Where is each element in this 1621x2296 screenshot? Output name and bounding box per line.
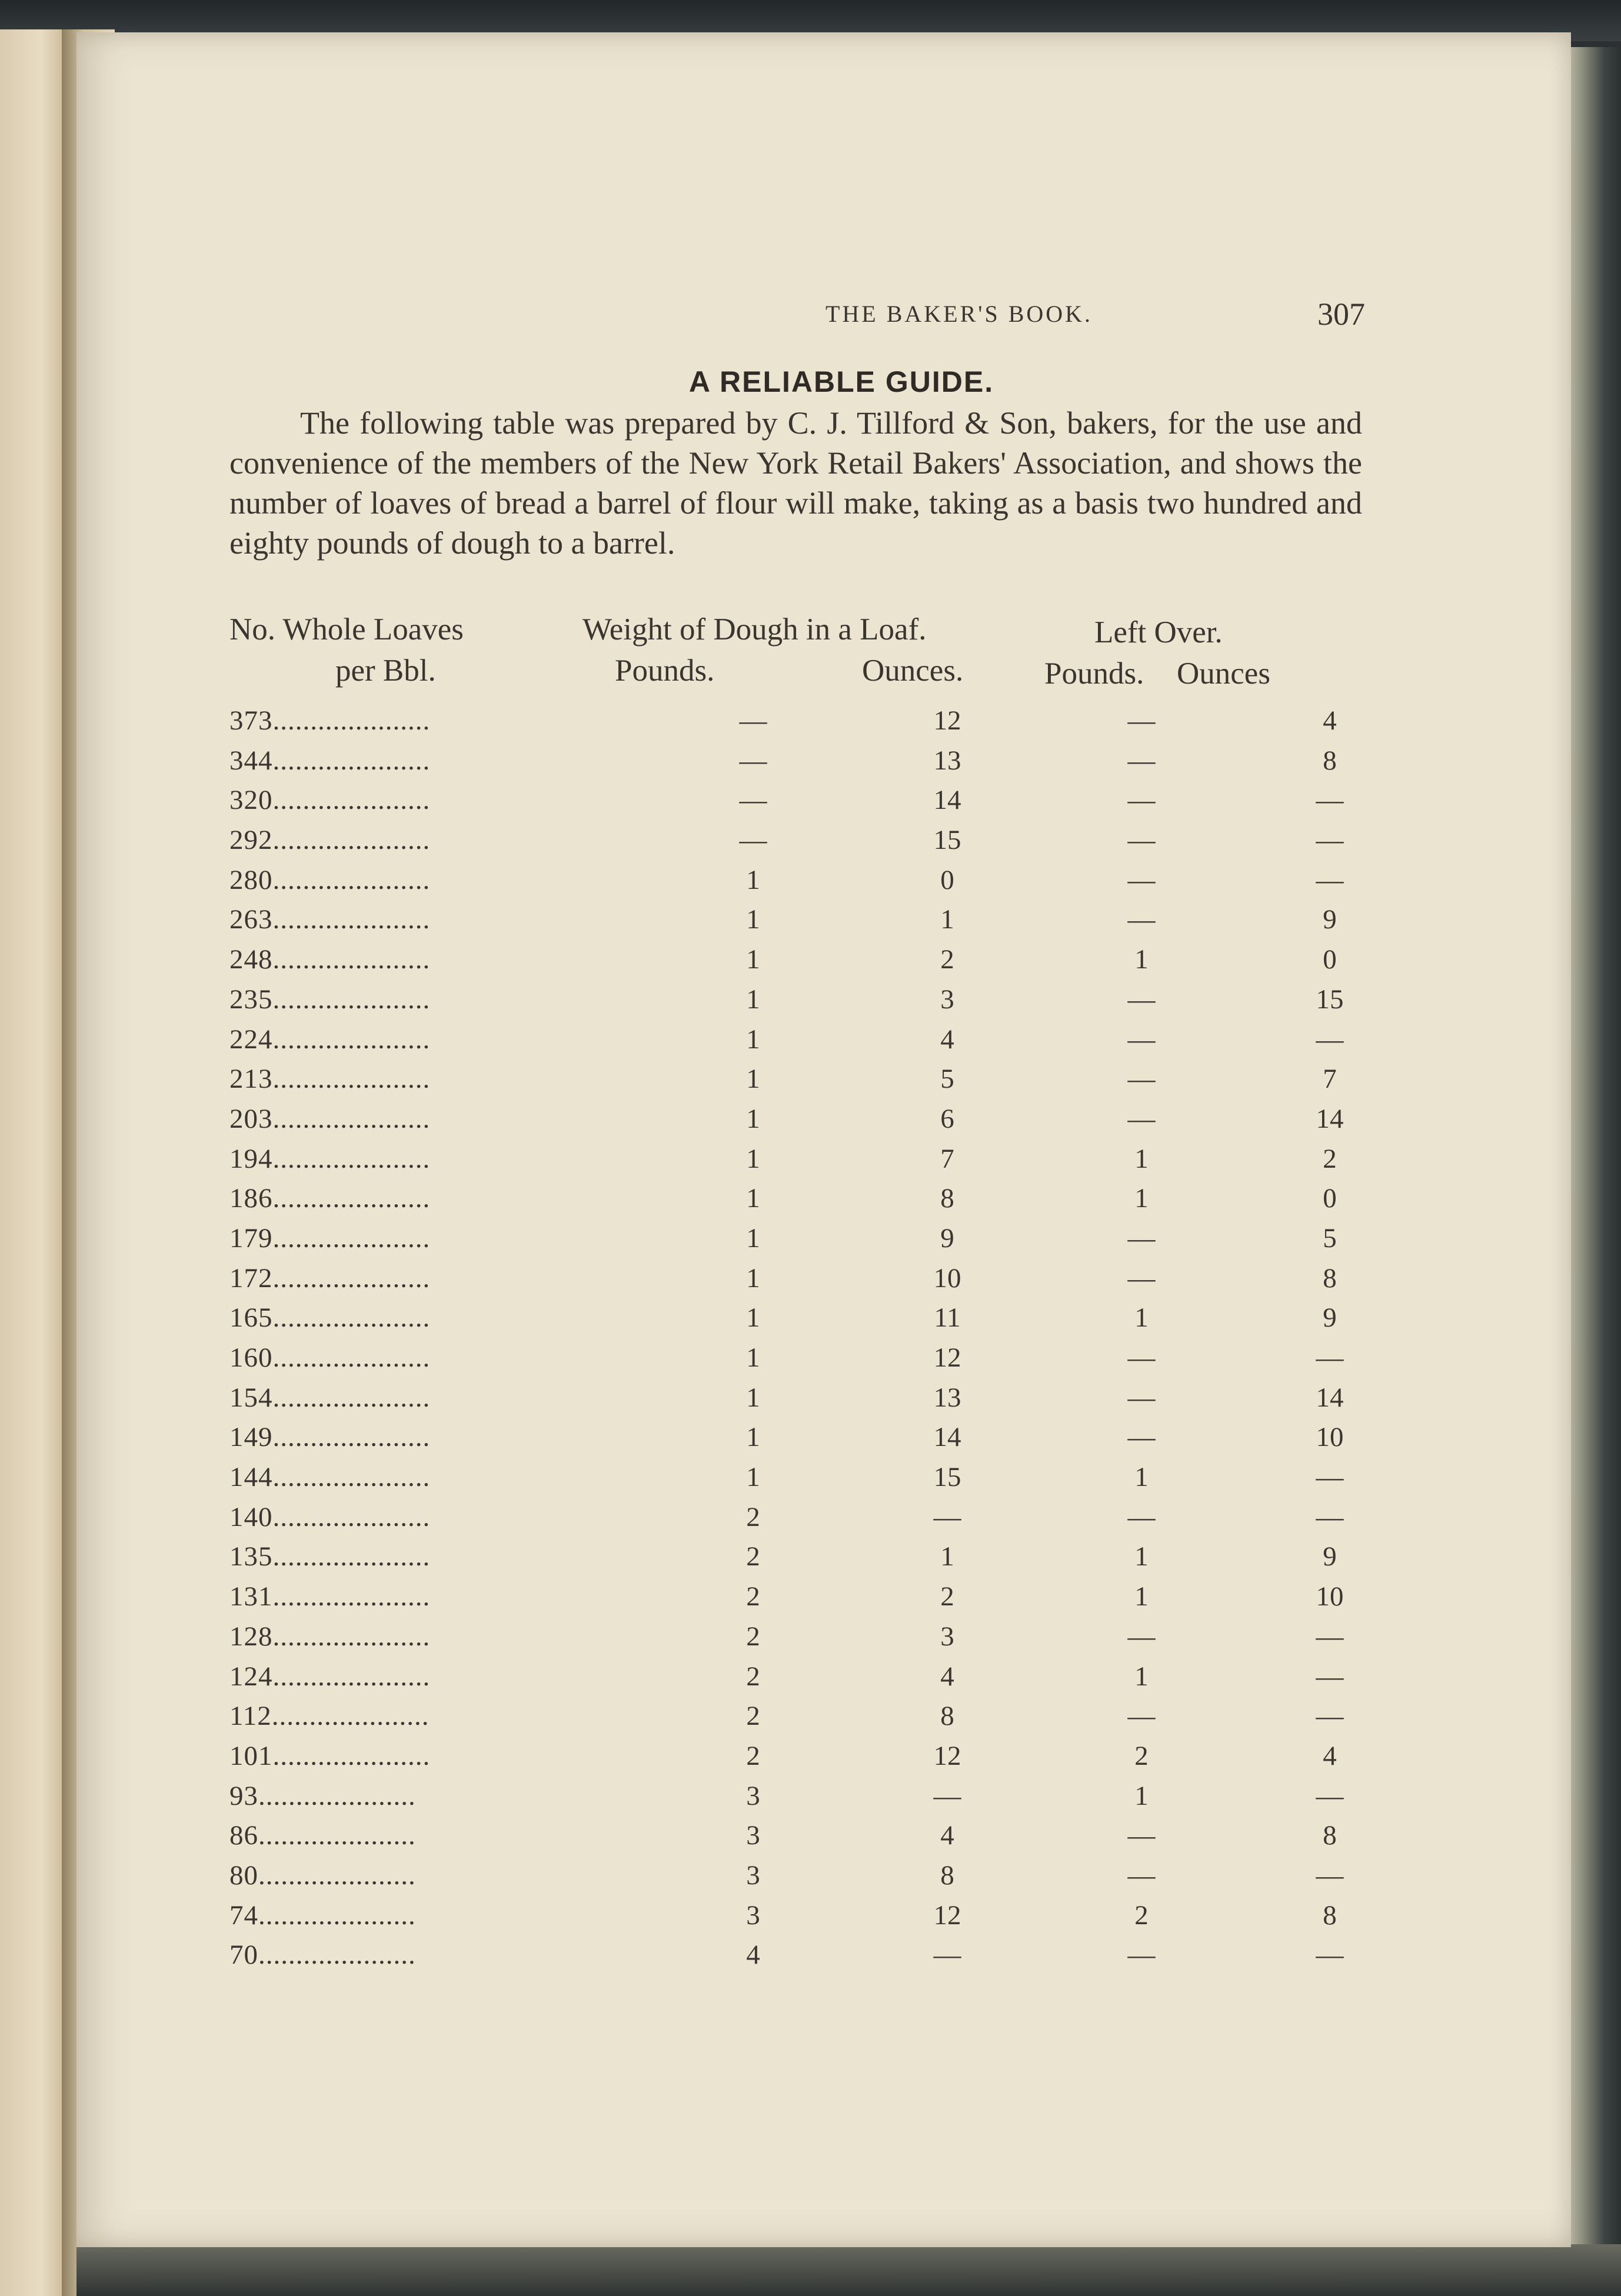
left-pounds-cell: 1 [1134, 1581, 1149, 1612]
dot-leader: ..................... [272, 1621, 431, 1652]
header-loaves-line2: per Bbl. [335, 654, 436, 688]
loaves-cell [229, 944, 677, 975]
loaves-cell [229, 1900, 677, 1931]
loaves-value: 292 [229, 825, 273, 856]
loaves-value: 74 [229, 1900, 258, 1931]
table-row [229, 984, 1383, 1024]
dot-leader: ..................... [272, 1103, 431, 1134]
weight-pounds-cell: 1 [746, 1422, 760, 1453]
weight-pounds-cell: 2 [746, 1661, 760, 1692]
left-pounds-cell: 2 [1134, 1900, 1149, 1931]
loaves-cell [229, 824, 677, 856]
left-pounds-cell: — [1127, 1701, 1156, 1732]
left-pounds-cell: — [1127, 864, 1156, 895]
left-ounces-cell: — [1316, 1940, 1344, 1971]
weight-ounces-cell: 3 [940, 984, 954, 1015]
loaves-value: 144 [229, 1462, 273, 1493]
left-ounces-cell: — [1316, 1501, 1344, 1532]
table-row [229, 1900, 1383, 1940]
table-row [229, 745, 1383, 785]
weight-pounds-cell: 3 [746, 1780, 760, 1811]
dot-leader: ..................... [272, 1183, 431, 1214]
left-pounds-cell: — [1127, 1382, 1156, 1413]
loaves-value: 124 [229, 1661, 273, 1692]
weight-ounces-cell: 2 [940, 1581, 954, 1612]
dot-leader: ..................... [272, 1740, 431, 1771]
weight-ounces-cell: 8 [940, 1860, 954, 1891]
left-ounces-cell: — [1316, 1661, 1344, 1692]
weight-pounds-cell: 2 [746, 1581, 760, 1612]
dot-leader: ..................... [272, 1302, 431, 1334]
table-row [229, 864, 1383, 904]
left-ounces-cell: 8 [1323, 1820, 1337, 1851]
dot-leader: ..................... [272, 1222, 431, 1254]
table-row [229, 1182, 1383, 1222]
table-row [229, 1382, 1383, 1422]
weight-pounds-cell: 1 [746, 984, 760, 1015]
left-pounds-cell: — [1127, 1820, 1156, 1851]
left-ounces-cell: 4 [1323, 705, 1337, 736]
loaves-value: 154 [229, 1382, 273, 1413]
loaves-value: 172 [229, 1262, 273, 1294]
weight-pounds-cell: 1 [746, 864, 760, 895]
loaves-value: 86 [229, 1820, 258, 1851]
left-ounces-cell: 9 [1323, 1302, 1337, 1334]
dot-leader: ..................... [272, 1064, 431, 1095]
table-row [229, 1581, 1383, 1621]
weight-ounces-cell: 3 [940, 1621, 954, 1652]
weight-pounds-cell: 1 [746, 1143, 760, 1174]
left-pounds-cell: — [1127, 904, 1156, 935]
intro-paragraph: The following table was prepared by C. J. Tillford & Son, bakers, for the use and convenience of the members of the New York Retail Bakers' Association, and shows the number of loaves of bread a barrel of flour will make, taking as a basis two hundred and eighty pounds of dough to a barrel. [229, 405, 1362, 561]
loaves-value: 235 [229, 984, 273, 1015]
dot-leader: ..................... [272, 705, 431, 736]
weight-ounces-cell: 7 [940, 1143, 954, 1174]
loaves-cell [229, 1501, 677, 1533]
loaves-cell [229, 1024, 677, 1055]
loaves-cell [229, 904, 677, 935]
weight-ounces-cell: 2 [940, 944, 954, 975]
weight-ounces-cell: 8 [940, 1183, 954, 1214]
loaves-value: 344 [229, 745, 273, 776]
weight-ounces-cell: 12 [933, 1740, 961, 1771]
left-ounces-cell: 0 [1323, 1183, 1337, 1214]
weight-pounds-cell: 4 [746, 1940, 760, 1971]
loaves-value: 128 [229, 1621, 273, 1652]
loaves-cell [229, 864, 677, 896]
weight-ounces-cell: 15 [933, 825, 961, 856]
weight-ounces-cell: 12 [933, 1342, 961, 1373]
left-ounces-cell: 8 [1323, 1262, 1337, 1294]
weight-pounds-cell: 1 [746, 1183, 760, 1214]
left-pounds-cell: — [1127, 825, 1156, 856]
weight-ounces-cell: 8 [940, 1701, 954, 1732]
left-pounds-cell: 1 [1134, 1302, 1149, 1334]
left-ounces-cell: — [1316, 785, 1344, 816]
left-ounces-cell: — [1316, 1860, 1344, 1891]
loaves-value: 186 [229, 1183, 273, 1214]
weight-pounds-cell: 1 [746, 1342, 760, 1373]
left-pounds-cell: — [1127, 1422, 1156, 1453]
weight-pounds-cell: 3 [746, 1820, 760, 1851]
left-ounces-cell: 10 [1316, 1581, 1344, 1612]
weight-pounds-cell: — [739, 745, 767, 776]
table-row [229, 1501, 1383, 1541]
left-pounds-cell: — [1127, 1940, 1156, 1971]
table-row [229, 824, 1383, 864]
loaves-cell [229, 1860, 677, 1891]
left-ounces-cell: 14 [1316, 1103, 1344, 1134]
loaves-value: 93 [229, 1780, 258, 1811]
left-pounds-cell: — [1127, 745, 1156, 776]
loaves-cell [229, 1820, 677, 1851]
table-row [229, 1541, 1383, 1581]
loaves-value: 112 [229, 1701, 272, 1732]
table-row [229, 1103, 1383, 1143]
loaves-value: 160 [229, 1342, 273, 1373]
running-head: THE BAKER'S BOOK. [825, 301, 1093, 327]
loaves-value: 213 [229, 1064, 273, 1095]
dot-leader: ..................... [272, 1422, 431, 1453]
table-row [229, 1342, 1383, 1382]
loaves-cell [229, 1342, 677, 1374]
left-pounds-cell: — [1127, 1262, 1156, 1294]
weight-ounces-cell: 11 [934, 1302, 961, 1334]
table-row [229, 1143, 1383, 1183]
left-pounds-cell: — [1127, 1024, 1156, 1055]
left-pounds-cell: 1 [1134, 944, 1149, 975]
weight-pounds-cell: — [739, 705, 767, 736]
loaves-cell [229, 1939, 677, 1971]
loaves-cell [229, 1461, 677, 1493]
weight-ounces-cell: 9 [940, 1222, 954, 1254]
loaves-cell [229, 1262, 677, 1294]
left-pounds-cell: — [1127, 1342, 1156, 1373]
loaves-value: 135 [229, 1541, 273, 1572]
left-ounces-cell: — [1316, 864, 1344, 895]
table-body [229, 705, 1383, 1979]
dot-leader: ..................... [272, 1143, 431, 1174]
weight-ounces-cell: 15 [933, 1462, 961, 1493]
dot-leader: ..................... [272, 1262, 431, 1294]
left-ounces-cell: 5 [1323, 1222, 1337, 1254]
loaves-cell [229, 745, 677, 777]
dot-leader: ..................... [272, 864, 431, 895]
loaves-cell [229, 705, 677, 737]
loaves-cell [229, 1780, 677, 1812]
table-row [229, 1063, 1383, 1103]
loaves-cell [229, 1182, 677, 1214]
table-row [229, 1780, 1383, 1820]
header-left-pounds: Pounds. [1044, 657, 1144, 691]
loaves-value: 131 [229, 1581, 273, 1612]
weight-ounces-cell: — [933, 1501, 961, 1532]
loaves-cell [229, 1661, 677, 1692]
weight-ounces-cell: 4 [940, 1661, 954, 1692]
left-ounces-cell: — [1316, 825, 1344, 856]
loaves-value: 280 [229, 864, 273, 895]
left-pounds-cell: — [1127, 1064, 1156, 1095]
weight-pounds-cell: 1 [746, 944, 760, 975]
weight-pounds-cell: 3 [746, 1860, 760, 1891]
table-row [229, 1222, 1383, 1262]
book-cover-bottom [76, 2244, 1621, 2296]
left-pounds-cell: — [1127, 984, 1156, 1015]
table-row [229, 1700, 1383, 1740]
loaves-cell [229, 1621, 677, 1652]
weight-pounds-cell: 1 [746, 904, 760, 935]
dot-leader: ..................... [272, 785, 431, 816]
weight-ounces-cell: 13 [933, 745, 961, 776]
left-pounds-cell: 1 [1134, 1541, 1149, 1572]
weight-ounces-cell: 12 [933, 705, 961, 736]
dot-leader: ..................... [258, 1900, 416, 1931]
weight-ounces-cell: 4 [940, 1024, 954, 1055]
left-ounces-cell: 9 [1323, 904, 1337, 935]
loaves-cell [229, 1302, 677, 1334]
loaves-value: 320 [229, 785, 273, 816]
dot-leader: ..................... [272, 904, 431, 935]
weight-pounds-cell: 2 [746, 1740, 760, 1771]
table-row [229, 1024, 1383, 1064]
header-weight-pounds: Pounds. [615, 654, 715, 688]
header-weight-ounces: Ounces. [862, 654, 964, 688]
loaves-cell [229, 784, 677, 816]
table-row [229, 904, 1383, 944]
weight-pounds-cell: 1 [746, 1024, 760, 1055]
left-ounces-cell: 14 [1316, 1382, 1344, 1413]
weight-pounds-cell: 2 [746, 1621, 760, 1652]
loaves-cell [229, 1421, 677, 1453]
header-weight-group: Weight of Dough in a Loaf. [583, 612, 927, 647]
loaves-cell [229, 1143, 677, 1175]
table-row [229, 1661, 1383, 1701]
left-ounces-cell: 0 [1323, 944, 1337, 975]
loaves-value: 140 [229, 1501, 273, 1532]
left-ounces-cell: 8 [1323, 1900, 1337, 1931]
loaves-value: 80 [229, 1860, 258, 1891]
left-pounds-cell: 1 [1134, 1143, 1149, 1174]
table-row [229, 1421, 1383, 1461]
loaves-value: 373 [229, 705, 273, 736]
left-ounces-cell: 7 [1323, 1064, 1337, 1095]
loaves-cell [229, 1382, 677, 1414]
weight-pounds-cell: 2 [746, 1541, 760, 1572]
left-ounces-cell: 8 [1323, 745, 1337, 776]
left-pounds-cell: — [1127, 1501, 1156, 1532]
dot-leader: ..................... [272, 1501, 431, 1532]
left-pounds-cell: — [1127, 1103, 1156, 1134]
left-pounds-cell: — [1127, 1222, 1156, 1254]
loaves-value: 203 [229, 1103, 273, 1134]
dot-leader: ..................... [272, 1661, 431, 1692]
left-pounds-cell: 1 [1134, 1183, 1149, 1214]
left-pounds-cell: 1 [1134, 1780, 1149, 1811]
loaves-cell [229, 1541, 677, 1572]
weight-ounces-cell: 6 [940, 1103, 954, 1134]
weight-ounces-cell: 0 [940, 864, 954, 895]
table-row [229, 1860, 1383, 1900]
weight-pounds-cell: 1 [746, 1103, 760, 1134]
weight-ounces-cell: 14 [933, 785, 961, 816]
weight-pounds-cell: 1 [746, 1262, 760, 1294]
left-pounds-cell: — [1127, 705, 1156, 736]
book-cover-right [1565, 47, 1621, 2296]
dot-leader: ..................... [272, 1382, 431, 1413]
left-ounces-cell: — [1316, 1462, 1344, 1493]
dot-leader: ..................... [272, 944, 431, 975]
table-row [229, 1740, 1383, 1780]
loaves-value: 149 [229, 1422, 273, 1453]
table-row [229, 1621, 1383, 1661]
weight-pounds-cell: 1 [746, 1302, 760, 1334]
dot-leader: ..................... [272, 1342, 431, 1373]
table-row [229, 784, 1383, 824]
dot-leader: ..................... [258, 1940, 416, 1971]
weight-ounces-cell: — [933, 1940, 961, 1971]
loaves-cell [229, 1063, 677, 1095]
left-ounces-cell: — [1316, 1621, 1344, 1652]
loaves-cell [229, 1740, 677, 1772]
left-ounces-cell: 15 [1316, 984, 1344, 1015]
weight-ounces-cell: 5 [940, 1064, 954, 1095]
loaves-value: 224 [229, 1024, 273, 1055]
loaves-value: 248 [229, 944, 273, 975]
left-pounds-cell: — [1127, 785, 1156, 816]
weight-pounds-cell: — [739, 785, 767, 816]
dot-leader: ..................... [272, 1462, 431, 1493]
dot-leader: ..................... [272, 1541, 431, 1572]
weight-pounds-cell: 2 [746, 1701, 760, 1732]
table-row [229, 1302, 1383, 1342]
weight-pounds-cell: 1 [746, 1222, 760, 1254]
weight-pounds-cell: 1 [746, 1064, 760, 1095]
loaves-value: 263 [229, 904, 273, 935]
table-row [229, 1461, 1383, 1501]
loaves-cell [229, 1581, 677, 1612]
left-ounces-cell: 10 [1316, 1422, 1344, 1453]
loaves-cell [229, 1103, 677, 1135]
weight-pounds-cell: 3 [746, 1900, 760, 1931]
loaves-value: 179 [229, 1222, 273, 1254]
weight-ounces-cell: 12 [933, 1900, 961, 1931]
loaves-cell [229, 1222, 677, 1254]
left-pounds-cell: 1 [1134, 1462, 1149, 1493]
page-number: 307 [1317, 296, 1365, 332]
left-pounds-cell: — [1127, 1621, 1156, 1652]
dot-leader: ..................... [272, 745, 431, 776]
left-pounds-cell: 2 [1134, 1740, 1149, 1771]
weight-ounces-cell: 10 [933, 1262, 961, 1294]
table-row [229, 1262, 1383, 1302]
book-page [76, 32, 1571, 2247]
weight-ounces-cell: 1 [940, 904, 954, 935]
dot-leader: ..................... [258, 1820, 416, 1851]
left-ounces-cell: — [1316, 1342, 1344, 1373]
weight-ounces-cell: 14 [933, 1422, 961, 1453]
left-ounces-cell: — [1316, 1701, 1344, 1732]
weight-ounces-cell: 1 [940, 1541, 954, 1572]
loaves-value: 70 [229, 1940, 258, 1971]
weight-ounces-cell: 4 [940, 1820, 954, 1851]
dot-leader: ..................... [258, 1780, 416, 1811]
left-ounces-cell: 4 [1323, 1740, 1337, 1771]
weight-pounds-cell: — [739, 825, 767, 856]
left-page-edge [0, 29, 68, 2296]
loaves-cell [229, 984, 677, 1015]
left-pounds-cell: — [1127, 1860, 1156, 1891]
weight-pounds-cell: 1 [746, 1462, 760, 1493]
table-row [229, 705, 1383, 745]
left-pounds-cell: 1 [1134, 1661, 1149, 1692]
left-ounces-cell: 9 [1323, 1541, 1337, 1572]
table-row [229, 1820, 1383, 1860]
dot-leader: ..................... [271, 1701, 430, 1732]
loaves-value: 194 [229, 1143, 273, 1174]
left-ounces-cell: — [1316, 1024, 1344, 1055]
dot-leader: ..................... [272, 1024, 431, 1055]
dot-leader: ..................... [272, 984, 431, 1015]
weight-ounces-cell: 13 [933, 1382, 961, 1413]
weight-pounds-cell: 1 [746, 1382, 760, 1413]
dot-leader: ..................... [272, 825, 431, 856]
weight-ounces-cell: — [933, 1780, 961, 1811]
header-left-over-group: Left Over. [1094, 615, 1223, 649]
loaves-value: 101 [229, 1740, 273, 1771]
dot-leader: ..................... [258, 1860, 416, 1891]
loaves-value: 165 [229, 1302, 273, 1334]
left-ounces-cell: — [1316, 1780, 1344, 1811]
table-row [229, 1939, 1383, 1979]
loaves-cell [229, 1700, 677, 1732]
header-loaves-line1: No. Whole Loaves [229, 612, 464, 647]
weight-pounds-cell: 2 [746, 1501, 760, 1532]
header-left-ounces: Ounces [1177, 657, 1270, 691]
left-ounces-cell: 2 [1323, 1143, 1337, 1174]
table-row [229, 944, 1383, 984]
dot-leader: ..................... [272, 1581, 431, 1612]
section-title: A RELIABLE GUIDE. [688, 365, 994, 398]
